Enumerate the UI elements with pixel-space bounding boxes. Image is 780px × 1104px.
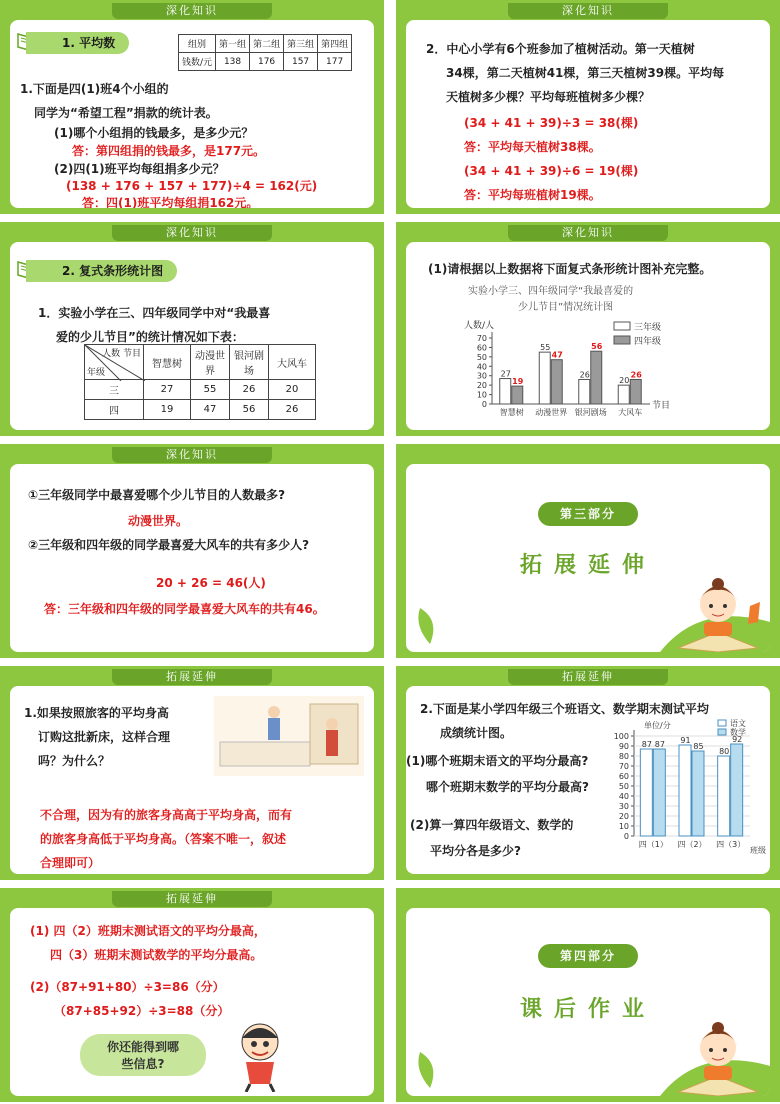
question-line: (2)算一算四年级语文、数学的 [410, 818, 574, 832]
table-row [179, 53, 352, 71]
slide-tab: 拓展延伸 [508, 669, 668, 685]
data-label: 55 [540, 343, 551, 353]
bar [579, 379, 590, 404]
slide-tab: 深化知识 [508, 225, 668, 241]
y-tick-label: 100 [613, 732, 629, 741]
slide-tab: 深化知识 [112, 447, 272, 463]
slide-content [406, 464, 770, 652]
calculation: (138 + 176 + 157 + 177)÷4 = 162(元) [66, 179, 318, 193]
corner-bottom-label: 年级 [87, 368, 106, 378]
table-cell: 四 [85, 400, 144, 420]
table-cell: 27 [144, 380, 191, 400]
table-corner-cell [85, 345, 144, 380]
question-line: 1.如果按照旅客的平均身高 [24, 706, 169, 720]
chart-title-line: 实验小学三、四年级同学“我最喜爱的 [468, 286, 634, 297]
question-line: (1)哪个班期末语文的平均分最高? [406, 754, 589, 768]
slide-class-scores [396, 666, 780, 880]
answer-line: 合理即可） [40, 856, 101, 870]
score-bar-chart [610, 718, 770, 858]
slide-tab: 深化知识 [112, 225, 272, 241]
slide-content [406, 20, 770, 208]
table-cell: 动漫世界 [191, 345, 230, 380]
donation-table [178, 34, 352, 71]
bar [640, 749, 652, 836]
chart-title-line: 少儿节目”情况统计图 [518, 302, 614, 313]
table-row [85, 400, 316, 420]
chart-legend [614, 321, 661, 347]
y-axis-label: 人数/人 [464, 321, 495, 331]
bar [539, 352, 550, 404]
bar [512, 386, 523, 404]
calculation: （87+85+92）÷3=88（分） [54, 1004, 230, 1018]
x-axis-label: 节目 [652, 401, 671, 411]
table-cell: 大风车 [269, 345, 316, 380]
bed-shop-illustration [214, 696, 364, 776]
leaf-decoration [410, 606, 450, 646]
slide-section-four [396, 888, 780, 1102]
slide-content [10, 242, 374, 430]
answer-line: 答：四(1)班平均每组捐162元。 [82, 196, 259, 208]
table-cell: 钱数/元 [179, 53, 216, 71]
table-cell: 19 [144, 400, 191, 420]
corner-top-label: 人数 节目 [102, 349, 141, 359]
y-tick-label: 60 [618, 772, 629, 781]
data-label: 20 [619, 376, 630, 386]
table-header-row [179, 35, 352, 53]
slide-content [10, 464, 374, 652]
table-cell: 第三组 [284, 35, 318, 53]
table-cell: 第一组 [216, 35, 250, 53]
girl-reading-illustration [660, 562, 770, 652]
bar [653, 749, 665, 836]
bar [692, 751, 704, 836]
question-line: 2.下面是某小学四年级三个班语文、数学期末测试平均 [420, 702, 709, 716]
cartoon-boy-illustration [230, 1018, 290, 1092]
data-label: 47 [551, 350, 563, 360]
table-cell: 56 [230, 400, 269, 420]
thought-bubble [80, 1034, 206, 1076]
table-cell: 138 [216, 53, 250, 71]
question-line: 1.下面是四(1)班4个小组的 [20, 82, 169, 96]
y-tick-label: 40 [618, 792, 629, 801]
legend-swatch-grade3 [614, 322, 630, 330]
question-line: 1．实验小学在三、四年级同学中对“我最喜 [38, 306, 271, 320]
table-cell: 177 [318, 53, 352, 71]
table-cell: 20 [269, 380, 316, 400]
answer-line: 不合理，因为有的旅客身高高于平均身高，而有 [40, 808, 293, 822]
slide-content [10, 686, 374, 874]
slide-tree-planting [396, 0, 780, 214]
question-line: (2)四(1)班平均每组捐多少元？ [54, 162, 225, 176]
question-line: ②三年级和四年级的同学最喜爱大风车的共有多少人? [28, 538, 310, 552]
legend-label-math: 数学 [730, 728, 746, 737]
question-line: 平均分各是多少? [430, 844, 521, 858]
question-line: 订购这批新床，这样合理 [38, 730, 171, 744]
table-cell: 智慧树 [144, 345, 191, 380]
y-tick-label: 30 [618, 802, 629, 811]
y-tick-label: 60 [476, 343, 487, 353]
question-line: 天植树多少棵？平均每班植树多少棵？ [446, 90, 651, 104]
y-tick-label: 30 [476, 371, 487, 381]
bar [718, 756, 730, 836]
bubble-line: 些信息? [121, 1057, 165, 1071]
program-bar-chart [406, 310, 770, 430]
slide-content [406, 242, 770, 430]
y-tick-label: 10 [618, 822, 629, 831]
data-label: 92 [732, 735, 743, 744]
x-tick-label: 四（3） [716, 840, 746, 849]
data-label: 56 [591, 342, 603, 352]
table-cell: 47 [191, 400, 230, 420]
slide-section-three [396, 444, 780, 658]
legend-label-chinese: 语文 [730, 719, 746, 728]
data-label: 26 [630, 370, 642, 380]
legend-label-grade3: 三年级 [634, 323, 662, 333]
y-tick-label: 50 [476, 352, 487, 362]
data-label: 85 [693, 742, 704, 751]
bubble-line: 你还能得到哪 [106, 1040, 179, 1054]
slide-bar-chart [396, 222, 780, 436]
table-cell: 三 [85, 380, 144, 400]
slide-tab: 拓展延伸 [112, 669, 272, 685]
answer-line: 的旅客身高低于平均身高。（答案不唯一，叙述 [40, 832, 287, 846]
slide-content [10, 20, 374, 208]
y-tick-label: 0 [623, 832, 629, 841]
y-tick-label: 20 [476, 381, 487, 391]
slide-score-answers [0, 888, 384, 1102]
question-line: 爱的少儿节目”的统计情况如下表： [56, 330, 244, 344]
table-row [85, 380, 316, 400]
y-tick-label: 0 [481, 400, 487, 409]
slide-tab: 拓展延伸 [112, 891, 272, 907]
data-label: 91 [680, 736, 691, 745]
answer-line: 四（3）班期末测试数学的平均分最高。 [50, 948, 263, 962]
table-header-row [85, 345, 316, 380]
slide-average [0, 0, 384, 214]
question-line: 哪个班期末数学的平均分最高? [426, 780, 589, 794]
table-cell: 157 [284, 53, 318, 71]
x-axis-label: 班级 [750, 846, 766, 855]
y-tick-label: 20 [618, 812, 629, 821]
question-line: 成绩统计图。 [440, 726, 513, 740]
bar [618, 385, 629, 404]
legend-label-grade4: 四年级 [634, 337, 662, 347]
y-tick-label: 70 [476, 334, 487, 343]
slide-tab: 深化知识 [112, 3, 272, 19]
calculation: 20 + 26 = 46(人) [156, 576, 266, 590]
y-tick-label: 90 [618, 742, 629, 751]
question-line: (1)哪个小组捐的钱最多，是多少元？ [54, 126, 254, 140]
slide-content [10, 908, 374, 1096]
x-tick-label: 银河剧场 [574, 408, 607, 417]
x-tick-label: 动漫世界 [535, 408, 568, 417]
slide-compound-bar [0, 222, 384, 436]
question-line: 2．中心小学有6个班参加了植树活动。第一天植树 [426, 42, 695, 56]
legend-swatch-math [718, 729, 726, 735]
answer-line: 答：三年级和四年级的同学最喜爱大风车的共有46。 [44, 602, 325, 616]
x-tick-label: 智慧树 [499, 408, 524, 417]
data-label: 19 [512, 377, 524, 387]
bar [591, 351, 602, 404]
answer-line: 动漫世界。 [128, 514, 189, 528]
girl-reading-illustration [660, 1006, 770, 1096]
bar [731, 744, 743, 836]
legend-swatch-grade4 [614, 336, 630, 344]
bar [679, 745, 691, 836]
question-line: 同学为“希望工程”捐款的统计表。 [34, 106, 218, 120]
x-tick-label: 四（2） [677, 840, 707, 849]
data-label: 87 [641, 740, 652, 749]
section-title: 课后作业 [519, 997, 656, 1022]
slide-content [406, 908, 770, 1096]
slide-content [406, 686, 770, 874]
answer-line: 答：平均每班植树19棵。 [464, 188, 601, 202]
table-cell: 第二组 [250, 35, 284, 53]
legend-swatch-chinese [718, 720, 726, 726]
section-number: 第四部分 [538, 944, 638, 968]
calculation: (2)（87+91+80）÷3=86（分） [30, 980, 225, 994]
y-tick-label: 50 [618, 782, 629, 791]
x-tick-label: 大风车 [618, 408, 643, 417]
answer-line: (1) 四（2）班期末测试语文的平均分最高， [30, 924, 266, 938]
table-cell: 银河剧场 [230, 345, 269, 380]
section-title: 拓展延伸 [519, 553, 656, 578]
answer-line: 答：第四组捐的钱最多，是177元。 [72, 144, 266, 158]
x-tick-label: 四（1） [638, 840, 668, 849]
section-badge: 1. 平均数 [26, 32, 129, 54]
table-cell: 176 [250, 53, 284, 71]
y-axis-label: 单位/分 [644, 721, 671, 730]
calculation: (34 + 41 + 39)÷6 = 19(棵) [464, 164, 639, 178]
table-cell: 55 [191, 380, 230, 400]
question-line: 34棵，第二天植树41棵，第三天植树39棵。平均每 [446, 66, 725, 80]
table-cell: 组别 [179, 35, 216, 53]
table-cell: 26 [230, 380, 269, 400]
data-label: 80 [719, 747, 730, 756]
bar [500, 379, 511, 404]
y-tick-label: 10 [476, 390, 487, 400]
bar [630, 379, 641, 404]
y-tick-label: 70 [618, 762, 629, 771]
leaf-decoration [410, 1050, 450, 1090]
data-label: 26 [579, 370, 590, 380]
data-label: 87 [654, 740, 665, 749]
answer-line: 答：平均每天植树38棵。 [464, 140, 601, 154]
slide-chart-questions [0, 444, 384, 658]
slide-average-height [0, 666, 384, 880]
table-cell: 26 [269, 400, 316, 420]
table-cell: 第四组 [318, 35, 352, 53]
question-line: (1)请根据以上数据将下面复式条形统计图补充完整。 [428, 262, 712, 276]
slide-tab: 深化知识 [508, 3, 668, 19]
question-line: 吗？为什么？ [38, 754, 111, 768]
data-label: 27 [500, 369, 511, 379]
bar [551, 360, 562, 404]
section-badge: 2. 复式条形统计图 [26, 260, 177, 282]
calculation: (34 + 41 + 39)÷3 = 38(棵) [464, 116, 639, 130]
section-number: 第三部分 [538, 502, 638, 526]
question-line: ①三年级同学中最喜爱哪个少儿节目的人数最多? [28, 488, 286, 502]
program-table [84, 344, 316, 420]
y-tick-label: 40 [476, 362, 487, 372]
y-tick-label: 80 [618, 752, 629, 761]
